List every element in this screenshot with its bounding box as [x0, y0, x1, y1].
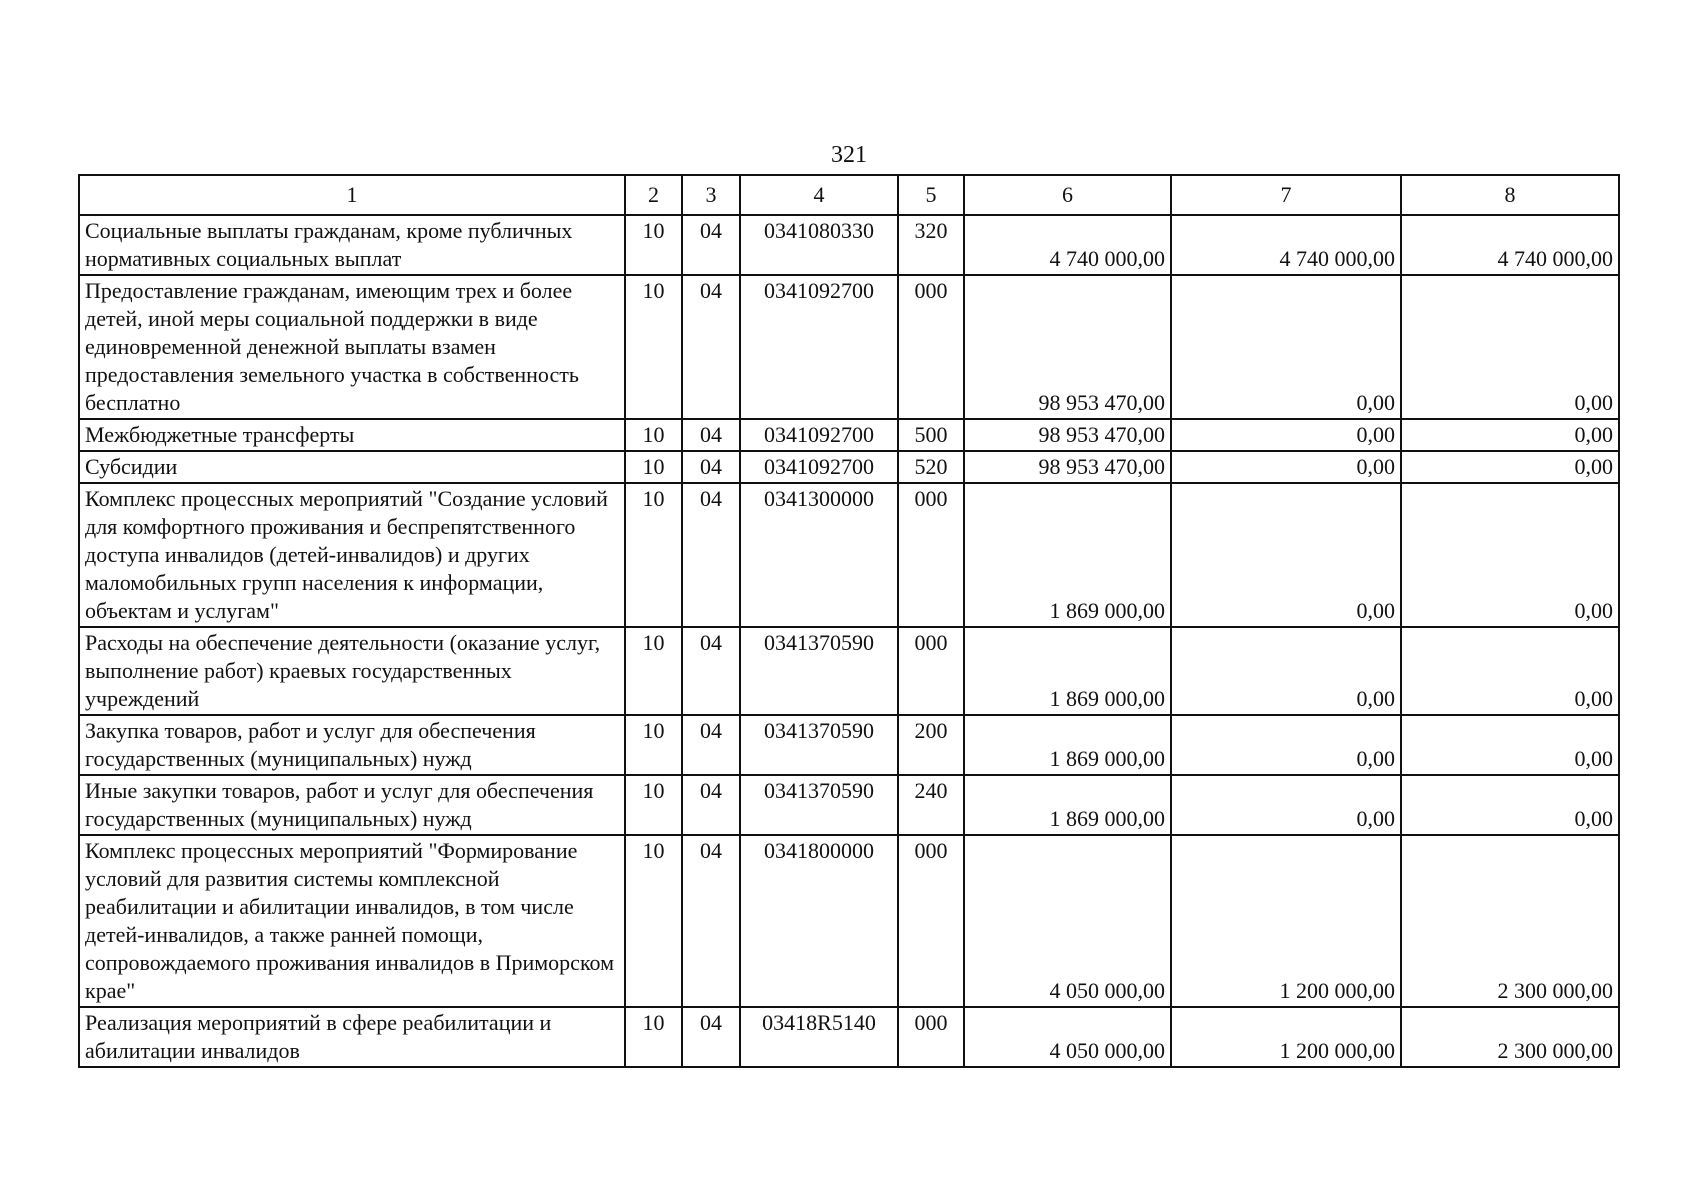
table-row: [79, 215, 1619, 275]
amount-col-6: 98 953 470,00: [964, 275, 1171, 419]
page-number: 321: [831, 142, 867, 168]
amount-col-6: 4 050 000,00: [964, 835, 1171, 1007]
amount-col-6: 1 869 000,00: [964, 483, 1171, 627]
expense-type-code: 200: [898, 715, 964, 775]
section-code: 10: [625, 215, 682, 275]
target-article-code: 0341800000: [740, 835, 898, 1007]
amount-col-7: 0,00: [1171, 627, 1401, 715]
amount-col-7: 1 200 000,00: [1171, 835, 1401, 1007]
target-article-code: 0341080330: [740, 215, 898, 275]
target-article-code: 0341370590: [740, 775, 898, 835]
section-code: 10: [625, 451, 682, 483]
column-header: 5: [898, 175, 964, 215]
section-code: 10: [625, 775, 682, 835]
column-number-row: [79, 175, 1619, 215]
amount-col-6: 1 869 000,00: [964, 627, 1171, 715]
table-row: [79, 451, 1619, 483]
amount-col-6: 1 869 000,00: [964, 715, 1171, 775]
column-header: 4: [740, 175, 898, 215]
expense-type-code: 000: [898, 627, 964, 715]
expense-name: Комплекс процессных мероприятий "Формирование условий для развития системы комплексной реабилитации и абилитации инвалидов, в том числе детей-инвалидов, а также ранней помощи, сопровождаемого проживания инвалидов в Приморском крае": [79, 835, 625, 1007]
expense-type-code: 000: [898, 835, 964, 1007]
section-code: 10: [625, 419, 682, 451]
expense-type-code: 000: [898, 1007, 964, 1067]
amount-col-8: 0,00: [1401, 715, 1619, 775]
amount-col-7: 0,00: [1171, 275, 1401, 419]
target-article-code: 0341300000: [740, 483, 898, 627]
expense-name: Иные закупки товаров, работ и услуг для обеспечения государственных (муниципальных) нужд: [79, 775, 625, 835]
expense-name: Расходы на обеспечение деятельности (оказание услуг, выполнение работ) краевых государственных учреждений: [79, 627, 625, 715]
table-row: [79, 275, 1619, 419]
expense-name: Социальные выплаты гражданам, кроме публичных нормативных социальных выплат: [79, 215, 625, 275]
amount-col-6: 98 953 470,00: [964, 451, 1171, 483]
expense-name: Субсидии: [79, 451, 625, 483]
target-article-code: 03418R5140: [740, 1007, 898, 1067]
section-code: 10: [625, 715, 682, 775]
expense-name: Закупка товаров, работ и услуг для обеспечения государственных (муниципальных) нужд: [79, 715, 625, 775]
amount-col-6: 1 869 000,00: [964, 775, 1171, 835]
expense-type-code: 240: [898, 775, 964, 835]
amount-col-7: 1 200 000,00: [1171, 1007, 1401, 1067]
table-row: [79, 419, 1619, 451]
subsection-code: 04: [682, 835, 740, 1007]
table-row: [79, 835, 1619, 1007]
column-header: 8: [1401, 175, 1619, 215]
expense-type-code: 000: [898, 483, 964, 627]
subsection-code: 04: [682, 775, 740, 835]
amount-col-7: 0,00: [1171, 451, 1401, 483]
amount-col-8: 0,00: [1401, 275, 1619, 419]
expense-type-code: 520: [898, 451, 964, 483]
column-header: 2: [625, 175, 682, 215]
table-row: [79, 715, 1619, 775]
expense-type-code: 320: [898, 215, 964, 275]
column-header: 1: [79, 175, 625, 215]
amount-col-8: 0,00: [1401, 483, 1619, 627]
amount-col-8: 2 300 000,00: [1401, 1007, 1619, 1067]
table-row: [79, 1007, 1619, 1067]
column-header: 3: [682, 175, 740, 215]
amount-col-7: 0,00: [1171, 775, 1401, 835]
subsection-code: 04: [682, 1007, 740, 1067]
section-code: 10: [625, 275, 682, 419]
subsection-code: 04: [682, 451, 740, 483]
target-article-code: 0341092700: [740, 451, 898, 483]
amount-col-7: 4 740 000,00: [1171, 215, 1401, 275]
amount-col-7: 0,00: [1171, 483, 1401, 627]
table-row: [79, 627, 1619, 715]
expense-name: Межбюджетные трансферты: [79, 419, 625, 451]
amount-col-8: 0,00: [1401, 627, 1619, 715]
target-article-code: 0341092700: [740, 275, 898, 419]
target-article-code: 0341370590: [740, 715, 898, 775]
expense-name: Предоставление гражданам, имеющим трех и более детей, иной меры социальной поддержки в виде единовременной денежной выплаты взамен предоставления земельного участка в собственность бесплатно: [79, 275, 625, 419]
section-code: 10: [625, 483, 682, 627]
expense-type-code: 500: [898, 419, 964, 451]
subsection-code: 04: [682, 483, 740, 627]
amount-col-8: 0,00: [1401, 775, 1619, 835]
expense-type-code: 000: [898, 275, 964, 419]
target-article-code: 0341370590: [740, 627, 898, 715]
budget-table: [78, 174, 1620, 1068]
subsection-code: 04: [682, 215, 740, 275]
expense-name: Комплекс процессных мероприятий "Создание условий для комфортного проживания и беспрепятственного доступа инвалидов (детей-инвалидов) и других маломобильных групп населения к информации, объектам и услугам": [79, 483, 625, 627]
amount-col-8: 0,00: [1401, 451, 1619, 483]
subsection-code: 04: [682, 715, 740, 775]
amount-col-6: 4 050 000,00: [964, 1007, 1171, 1067]
column-header: 7: [1171, 175, 1401, 215]
subsection-code: 04: [682, 275, 740, 419]
amount-col-7: 0,00: [1171, 715, 1401, 775]
amount-col-8: 0,00: [1401, 419, 1619, 451]
column-header: 6: [964, 175, 1171, 215]
amount-col-8: 4 740 000,00: [1401, 215, 1619, 275]
expense-name: Реализация мероприятий в сфере реабилитации и абилитации инвалидов: [79, 1007, 625, 1067]
section-code: 10: [625, 1007, 682, 1067]
amount-col-8: 2 300 000,00: [1401, 835, 1619, 1007]
section-code: 10: [625, 835, 682, 1007]
amount-col-6: 4 740 000,00: [964, 215, 1171, 275]
subsection-code: 04: [682, 627, 740, 715]
section-code: 10: [625, 627, 682, 715]
amount-col-7: 0,00: [1171, 419, 1401, 451]
target-article-code: 0341092700: [740, 419, 898, 451]
subsection-code: 04: [682, 419, 740, 451]
amount-col-6: 98 953 470,00: [964, 419, 1171, 451]
table-row: [79, 483, 1619, 627]
table-row: [79, 775, 1619, 835]
